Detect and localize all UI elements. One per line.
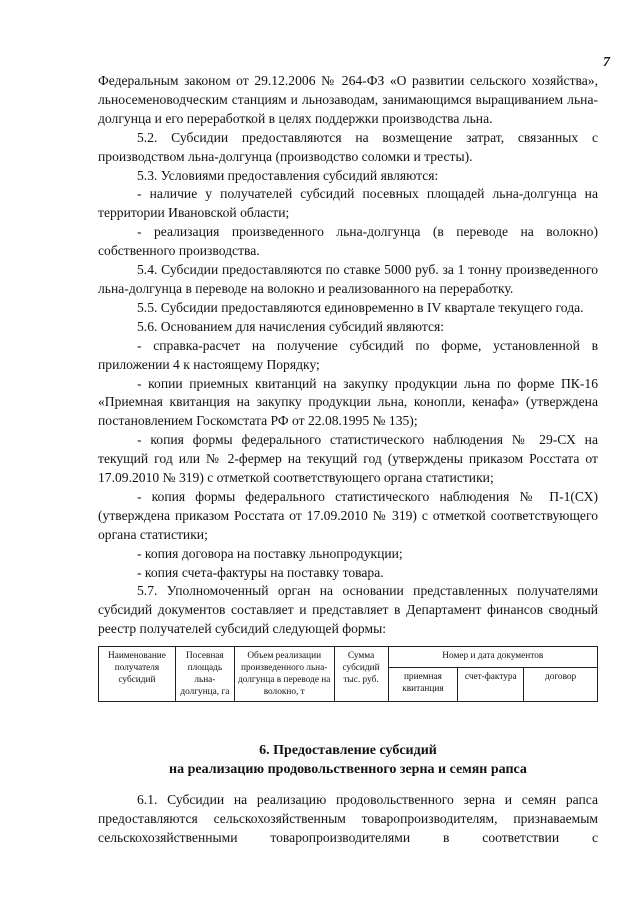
paragraph-5-5: 5.5. Субсидии предоставляются единовременно в IV квартале текущего года. bbox=[137, 299, 584, 315]
header-receipt: приемная квитанция bbox=[388, 667, 458, 701]
page-number: 7 bbox=[603, 55, 610, 70]
paragraph-6-1-line-2: предоставляются сельскохозяйственным товаропроизводителям, признаваемым bbox=[98, 810, 598, 826]
list-item-area: - наличие у получателей субсидий посевных площадей льна-долгунца на территории Ивановской области; bbox=[98, 186, 598, 221]
paragraph-5-6: 5.6. Основанием для начисления субсидий являются: bbox=[137, 318, 445, 334]
header-sales-volume: Объем реализации произведенного льна-долгунца в переводе на волокно, т bbox=[234, 647, 334, 702]
header-contract: договор bbox=[524, 667, 598, 701]
section-6-title-line-2: на реализацию продовольственного зерна и семян рапса bbox=[169, 762, 527, 777]
registry-table bbox=[98, 646, 598, 702]
header-recipient-name: Наименование получателя субсидий bbox=[99, 647, 176, 702]
list-item-sale: - реализация произведенного льна-долгунца (в переводе на волокно) собственного производства. bbox=[98, 224, 598, 259]
paragraph-5-2: 5.2. Субсидии предоставляются на возмещение затрат, связанных с производством льна-долгунца (производство соломки и тресты). bbox=[98, 129, 598, 164]
list-item-form-29: - копия формы федерального статистического наблюдения № 29-СХ на текущий год или № 2-фермер на текущий год (утверждены приказом Росстата от 17.09.2010 № 319) с отметкой соответствующего органа статистики; bbox=[98, 432, 598, 486]
paragraph-5-3: 5.3. Условиями предоставления субсидий являются: bbox=[137, 167, 439, 183]
header-invoice: счет-фактура bbox=[458, 667, 524, 701]
list-item-invoice: - копия счета-фактуры на поставку товара. bbox=[137, 564, 384, 580]
paragraph-5-7: 5.7. Уполномоченный орган на основании представленных получателями субсидий документов составляет и представляет в Департамент финансов сводный реестр получателей субсидий следующей формы: bbox=[98, 583, 598, 637]
body-text bbox=[98, 72, 598, 639]
paragraph-6-1-line-3: сельскохозяйственными товаропроизводителями в соответствии с bbox=[98, 829, 598, 845]
header-subsidy-sum: Сумма субсидий тыс. руб. bbox=[334, 647, 388, 702]
list-item-contract: - копия договора на поставку льнопродукции; bbox=[137, 545, 403, 561]
section-6-text bbox=[98, 791, 598, 848]
section-6-title-line-1: 6. Предоставление субсидий bbox=[259, 743, 437, 758]
paragraph-intro: Федеральным законом от 29.12.2006 № 264-ФЗ «О развитии сельского хозяйства», льносеменоводческим станциям и льнозаводам, занимающимся выращиванием льна-долгунца и его переработкой в целях поддержки производства льна. bbox=[98, 73, 598, 126]
header-documents: Номер и дата документов bbox=[388, 647, 597, 668]
list-item-form-p1: - копия формы федерального статистического наблюдения № П-1(СХ) (утверждена приказом Росстата от 17.09.2010 № 319) с отметкой соответствующего органа статистики; bbox=[98, 488, 598, 542]
section-6-heading bbox=[98, 741, 598, 779]
list-item-certificate: - справка-расчет на получение субсидий по форме, установленной в приложении 4 к настоящему Порядку; bbox=[98, 337, 598, 372]
list-item-receipts: - копии приемных квитанций на закупку продукции льна по форме ПК-16 «Приемная квитанция на закупку продукции льна, конопли, кенафа» (утверждена постановлением Госкомстата РФ от 22.08.1995 № 135); bbox=[98, 375, 598, 429]
header-sown-area: Посевная площадь льна-долгунца, га bbox=[175, 647, 234, 702]
paragraph-6-1-line-1: 6.1. Субсидии на реализацию продовольственного зерна и семян рапса bbox=[137, 792, 598, 807]
paragraph-5-4: 5.4. Субсидии предоставляются по ставке 5000 руб. за 1 тонну произведенного льна-долгунца в переводе на волокно и реализованного на переработку. bbox=[98, 262, 598, 296]
